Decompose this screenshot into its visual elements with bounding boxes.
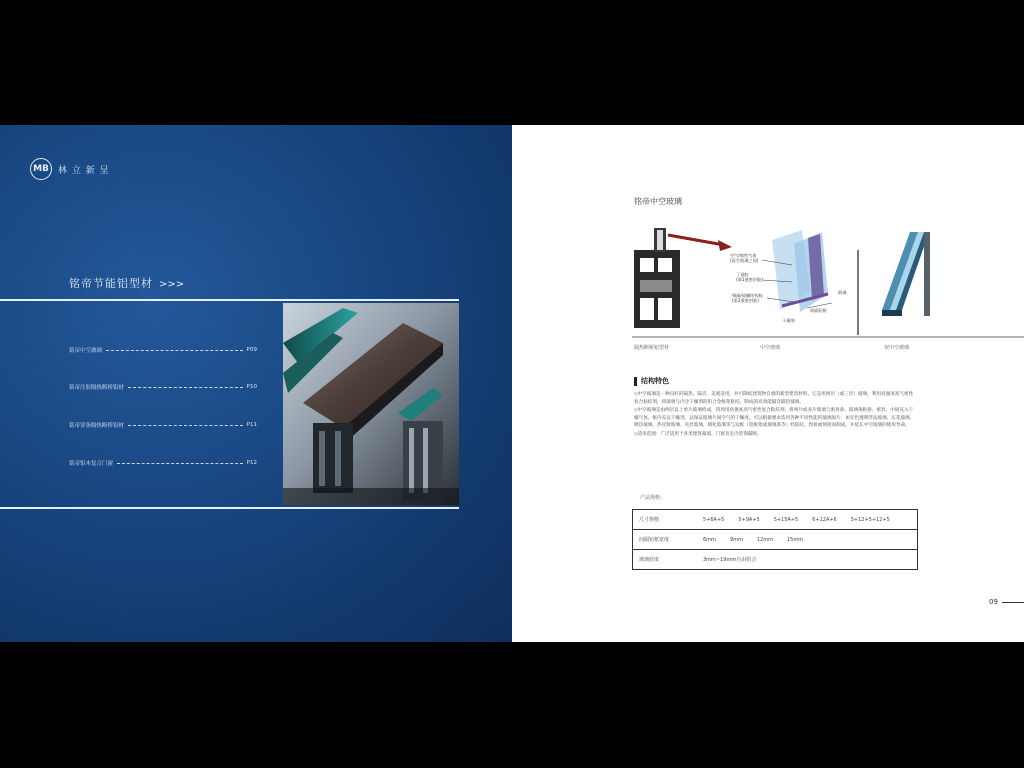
- toc-page: P12: [246, 460, 257, 466]
- toc-page: P09: [246, 347, 257, 353]
- brochure-spread: [0, 125, 1024, 642]
- double-insulating-glass-illustration: [882, 232, 930, 316]
- logo-mark-icon: MB: [30, 158, 52, 180]
- bottom-divider: [0, 507, 459, 509]
- toc-leader: [117, 463, 243, 464]
- row-values: 3mm~19mm自由组合: [703, 557, 757, 563]
- page-number-rule: [1002, 602, 1024, 603]
- aluminum-profile-photo: [283, 303, 459, 505]
- spec-label: 产品规格：: [640, 495, 666, 501]
- table-row: [633, 530, 918, 550]
- row-label: 玻璃厚度: [639, 557, 660, 563]
- brand-logo: [30, 158, 110, 180]
- frame-profile-illustration: [634, 228, 680, 328]
- paragraph: ◇中空玻璃是由两层以上单片玻璃构成，四周用高强度高气密性复合粘结剂，将两片或多片玻璃与密封条、玻璃条粘接、密封。中间充入干燥气体，框内充以干燥剂，以保证玻璃片间空气的干燥度。可以根据要求选用各种不同性能的玻璃原片，如无色透明浮法玻璃、压花玻璃、吸热玻璃、热反射玻璃、夹丝玻璃、钢化玻璃等与边框（铝框架或玻璃条等）经胶结、焊接或熔接而制成，并延长中空玻璃的使用寿命。: [634, 408, 915, 428]
- page-number-text: 09: [989, 598, 998, 606]
- toc-item[interactable]: [69, 381, 257, 393]
- caption-double-glass: 双中空玻璃: [884, 345, 910, 351]
- toc-item[interactable]: [69, 457, 257, 469]
- section-title: [69, 275, 184, 291]
- page-title: 铭帝中空玻璃: [634, 197, 682, 206]
- toc-leader: [128, 425, 243, 426]
- row-values: 5+6A+5 5+9A+5 5+15A+5 6+12A+6 5+12+5+12+5: [697, 510, 918, 530]
- insulating-glass-illustration: [772, 230, 828, 312]
- spec-table: [632, 509, 918, 570]
- caption-profile: 隔热断桥铝型材: [634, 345, 670, 351]
- heading-marker-icon: [634, 377, 637, 386]
- callout-glass: 玻璃: [838, 290, 847, 295]
- callout-desiccant: 干燥剂: [782, 318, 795, 323]
- table-row: [633, 510, 918, 530]
- paragraph: ◇适用范围：广泛适用于各类建筑幕墙、门窗及室内装饰隔断。: [634, 431, 762, 437]
- left-page: [0, 125, 512, 642]
- toc-label: 铭帝铝木复合门窗: [69, 461, 114, 467]
- toc-label: 铭帝中空玻璃: [69, 348, 103, 354]
- toc-page: P11: [246, 422, 257, 428]
- callout-spacer: 间隔铝框: [810, 308, 827, 313]
- paragraph: ◇中空玻璃是一种良好的隔热、隔音、美观适用、并可降低建筑物自重的新型建筑材料，它是用两层（或三层）玻璃，利用高强度高气密性复合粘结剂，将玻璃与内含干燥剂的铝合金框架粘结，制成的高效能隔音隔热玻璃。: [634, 392, 914, 405]
- table-row: [633, 550, 918, 570]
- toc-item[interactable]: [69, 344, 257, 356]
- structure-heading-text: 结构特色: [641, 377, 669, 385]
- callout-gas: 空气/惰性气体 (再生玻璃之间): [730, 253, 759, 263]
- row-label: 尺寸规格: [633, 510, 698, 530]
- description-text: [634, 391, 916, 439]
- toc-leader: [106, 350, 243, 351]
- toc-item[interactable]: [69, 419, 257, 431]
- caption-glass: 中空玻璃: [760, 345, 781, 351]
- callout-butyl: 丁基胶 (第1道密封胶): [736, 272, 763, 282]
- toc-page: P10: [246, 384, 257, 390]
- top-divider: [0, 299, 459, 301]
- logo-text: 林 立 新 呈: [58, 165, 110, 176]
- callout-sealant: 聚硫/硅酮结构胶 (第2道密封胶): [732, 293, 763, 303]
- toc-label: 铭帝注胶隔热断桥铝材: [69, 385, 125, 391]
- glass-diagram: [632, 220, 1024, 352]
- right-page: [512, 125, 1024, 642]
- structure-heading: [634, 376, 669, 386]
- page-number: [989, 598, 1024, 606]
- chevrons-icon: >>>: [159, 279, 185, 290]
- row-label: 间隔铝框宽度: [633, 530, 698, 550]
- row-values: 6mm 9mm 12mm 15mm: [697, 530, 918, 550]
- section-title-text: 铭帝节能铝型材: [69, 277, 153, 290]
- toc-label: 铭帝穿条隔热断桥铝材: [69, 423, 125, 429]
- toc-leader: [128, 387, 243, 388]
